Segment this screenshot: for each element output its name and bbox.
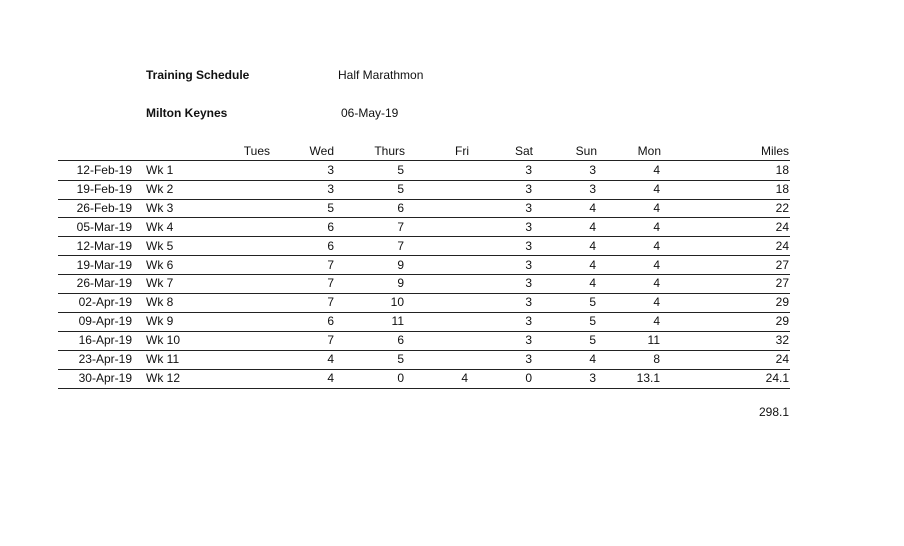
cell-date: 30-Apr-19 [78, 370, 132, 385]
cell-fri [418, 274, 468, 292]
cell-mon: 4 [653, 219, 660, 234]
cell-tues [220, 293, 270, 311]
cell-miles: 29 [775, 314, 789, 329]
cell-tues [220, 312, 270, 330]
cell-thurs: 10 [390, 295, 404, 310]
cell-fri [418, 218, 468, 236]
cell-mon: 4 [653, 276, 660, 291]
cell-date: 05-Mar-19 [76, 219, 132, 234]
cell-miles: 24 [775, 219, 789, 234]
cell-fri [418, 350, 468, 368]
header-tues: Tues [243, 144, 270, 158]
cell-fri [418, 237, 468, 255]
cell-tues [220, 331, 270, 349]
cell-sun: 4 [589, 352, 596, 366]
cell-date: 16-Apr-19 [78, 333, 132, 348]
cell-mon: 4 [653, 238, 660, 253]
table-row [58, 256, 790, 276]
cell-wed: 7 [327, 257, 334, 272]
cell-miles: 18 [775, 181, 789, 196]
cell-sun: 3 [589, 181, 596, 196]
header-thurs: Thurs [374, 144, 405, 158]
cell-tues [220, 350, 270, 368]
cell-mon: 13.1 [636, 370, 660, 385]
cell-miles: 27 [775, 276, 789, 291]
cell-wed: 3 [327, 163, 334, 177]
race-date: 06-May-19 [341, 106, 399, 120]
cell-sat: 3 [525, 295, 532, 310]
cell-sat: 3 [525, 163, 532, 177]
cell-date: 26-Mar-19 [76, 276, 132, 291]
cell-week: Wk 11 [146, 352, 180, 366]
header-fri: Fri [455, 144, 469, 158]
cell-thurs: 6 [397, 200, 404, 215]
cell-miles: 32 [775, 333, 789, 348]
cell-mon: 4 [653, 181, 660, 196]
location-label: Milton Keynes [146, 106, 228, 120]
cell-date: 19-Feb-19 [76, 181, 132, 196]
cell-miles: 24 [775, 238, 789, 253]
cell-week: Wk 10 [146, 333, 181, 348]
cell-sat: 3 [525, 200, 532, 215]
cell-fri: 4 [461, 370, 468, 385]
cell-fri [418, 293, 468, 311]
table-row [58, 237, 790, 257]
header-sat: Sat [514, 144, 533, 158]
header-sun: Sun [575, 144, 597, 158]
table-row [58, 331, 790, 351]
cell-date: 12-Mar-19 [76, 238, 132, 253]
cell-wed: 4 [327, 352, 334, 366]
cell-tues [220, 180, 270, 198]
cell-sat: 3 [525, 276, 532, 291]
header-mon: Mon [637, 144, 661, 158]
cell-sun: 4 [589, 200, 596, 215]
cell-week: Wk 3 [146, 200, 174, 215]
cell-miles: 29 [775, 295, 789, 310]
cell-tues [220, 274, 270, 292]
cell-sun: 3 [589, 370, 596, 385]
cell-sun: 4 [589, 276, 596, 291]
cell-fri [418, 161, 468, 179]
cell-miles: 18 [775, 163, 789, 177]
table-row [58, 293, 790, 313]
cell-sun: 3 [589, 163, 596, 177]
table-row [58, 199, 790, 219]
cell-sun: 5 [589, 295, 596, 310]
cell-week: Wk 12 [146, 370, 181, 385]
cell-tues [220, 237, 270, 255]
cell-thurs: 0 [397, 370, 404, 385]
cell-thurs: 9 [397, 257, 404, 272]
total-miles: 298.1 [758, 405, 789, 419]
cell-miles: 22 [775, 200, 789, 215]
cell-miles: 24 [775, 352, 789, 366]
cell-date: 12-Feb-19 [76, 163, 132, 177]
cell-mon: 4 [653, 314, 660, 329]
cell-thurs: 11 [391, 314, 404, 329]
cell-sun: 4 [589, 257, 596, 272]
cell-sat: 3 [525, 257, 532, 272]
cell-wed: 6 [327, 238, 334, 253]
cell-tues [220, 218, 270, 236]
cell-thurs: 9 [397, 276, 404, 291]
cell-miles: 24.1 [765, 370, 789, 385]
cell-sat: 3 [525, 238, 532, 253]
cell-week: Wk 8 [146, 295, 174, 310]
cell-mon: 4 [653, 163, 660, 177]
cell-date: 09-Apr-19 [78, 314, 132, 329]
cell-mon: 8 [653, 352, 660, 366]
cell-fri [418, 331, 468, 349]
cell-thurs: 7 [397, 219, 404, 234]
cell-sat: 3 [525, 352, 532, 366]
cell-sat: 3 [525, 314, 532, 329]
table-row [58, 218, 790, 238]
title-label: Training Schedule [146, 68, 250, 82]
cell-tues [220, 199, 270, 217]
cell-tues [220, 256, 270, 274]
cell-wed: 6 [327, 219, 334, 234]
table-row [58, 369, 790, 389]
cell-date: 23-Apr-19 [78, 352, 132, 366]
cell-sun: 4 [589, 238, 596, 253]
cell-week: Wk 5 [146, 238, 174, 253]
cell-tues [220, 161, 270, 179]
cell-date: 02-Apr-19 [78, 295, 132, 310]
cell-wed: 3 [327, 181, 334, 196]
cell-wed: 7 [327, 295, 334, 310]
cell-mon: 4 [653, 200, 660, 215]
table-row [58, 350, 790, 370]
header-miles: Miles [760, 144, 789, 158]
cell-wed: 6 [327, 314, 334, 329]
cell-sat: 3 [525, 333, 532, 348]
table-row [58, 312, 790, 332]
cell-wed: 7 [327, 276, 334, 291]
cell-date: 26-Feb-19 [76, 200, 132, 215]
cell-sat: 3 [525, 219, 532, 234]
cell-sun: 5 [589, 333, 596, 348]
cell-week: Wk 4 [146, 219, 174, 234]
cell-date: 19-Mar-19 [76, 257, 132, 272]
cell-mon: 4 [653, 295, 660, 310]
cell-thurs: 7 [397, 238, 404, 253]
cell-fri [418, 180, 468, 198]
cell-wed: 4 [327, 370, 334, 385]
cell-week: Wk 1 [146, 163, 174, 177]
cell-mon: 11 [647, 333, 660, 348]
cell-week: Wk 6 [146, 257, 174, 272]
cell-fri [418, 256, 468, 274]
cell-fri [418, 312, 468, 330]
cell-sun: 4 [589, 219, 596, 234]
cell-thurs: 6 [397, 333, 404, 348]
cell-wed: 7 [327, 333, 334, 348]
cell-week: Wk 2 [146, 181, 174, 196]
cell-sat: 0 [525, 370, 532, 385]
table-row [58, 274, 790, 294]
cell-sun: 5 [589, 314, 596, 329]
table-row [58, 180, 790, 200]
table-row [58, 161, 790, 181]
cell-wed: 5 [327, 200, 334, 215]
cell-sat: 3 [525, 181, 532, 196]
cell-thurs: 5 [397, 163, 404, 177]
cell-week: Wk 7 [146, 276, 174, 291]
cell-week: Wk 9 [146, 314, 174, 329]
cell-mon: 4 [653, 257, 660, 272]
header-wed: Wed [309, 144, 334, 158]
cell-fri [418, 199, 468, 217]
cell-thurs: 5 [397, 352, 404, 366]
event-name: Half Marathmon [338, 68, 424, 82]
cell-tues [220, 369, 270, 387]
cell-miles: 27 [775, 257, 789, 272]
cell-thurs: 5 [397, 181, 404, 196]
